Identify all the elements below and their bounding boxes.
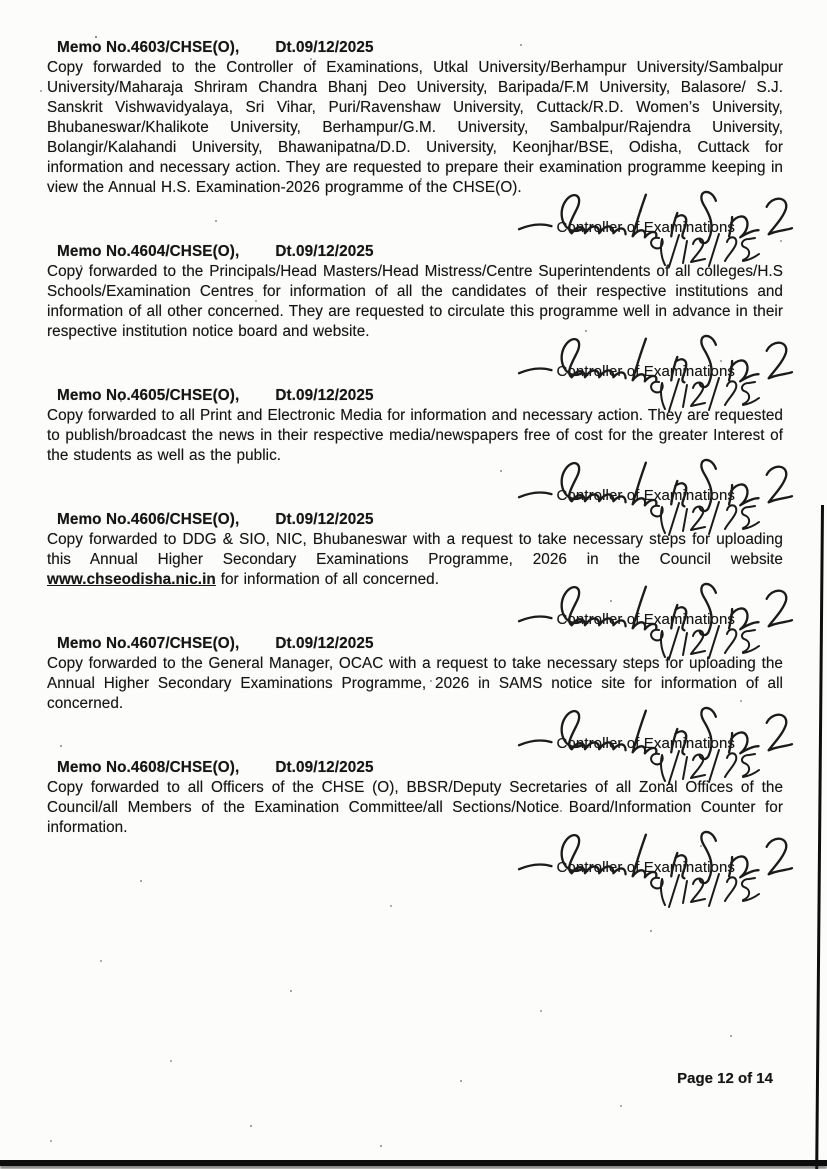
memo-number: Memo No.4606/CHSE(O),	[57, 511, 240, 528]
memo-body	[47, 58, 783, 198]
memo-number: Memo No.4608/CHSE(O),	[57, 759, 240, 776]
memo-body-text: Copy forwarded to DDG & SIO, NIC, Bhubaneswar with a request to take necessary steps for uploading this Annual Higher Secondary Examinations Programme, 2026 in the Council website	[47, 531, 783, 568]
memo-body-text: Copy forwarded to all Officers of the CHSE (O), BBSR/Deputy Secretaries of all Zonal Offices of the Council/all Members of the Examination Committee/all Sections/Notice Board/Information Counter for information.	[47, 779, 783, 836]
memo-header	[47, 38, 783, 58]
memo-number: Memo No.4603/CHSE(O),	[57, 39, 240, 56]
signature-block	[47, 590, 783, 630]
memo-date: Dt.09/12/2025	[275, 39, 374, 56]
memo-number: Memo No.4605/CHSE(O),	[57, 387, 240, 404]
signature-block	[47, 342, 783, 382]
signature-date-scrawl	[643, 500, 761, 538]
signature-block	[47, 714, 783, 754]
signature-label: Controller of Examinations	[556, 735, 735, 752]
memo-body-text: for information of all concerned.	[215, 571, 440, 588]
memo-date: Dt.09/12/2025	[275, 759, 374, 776]
memo-date: Dt.09/12/2025	[275, 387, 374, 404]
memo-date: Dt.09/12/2025	[275, 511, 374, 528]
signature-label: Controller of Examinations	[556, 859, 735, 876]
memo-date: Dt.09/12/2025	[275, 635, 374, 652]
signature-block	[47, 198, 783, 238]
signature-date-scrawl	[643, 232, 761, 270]
memo-number: Memo No.4604/CHSE(O),	[57, 243, 240, 260]
signature-label: Controller of Examinations	[556, 611, 735, 628]
memo-body-text: Copy forwarded to all Print and Electronic Media for information and necessary action. They are requested to publish/broadcast the news in their respective media/newspapers free of cost for the greater Interest of the students as well as the public.	[47, 407, 783, 464]
signature-label: Controller of Examinations	[556, 363, 735, 380]
memo-section	[47, 38, 783, 238]
signature-block	[47, 466, 783, 506]
signature-date-scrawl	[643, 748, 761, 786]
signature-label: Controller of Examinations	[556, 487, 735, 504]
website-url-text: www.chseodisha.nic.in	[47, 571, 216, 588]
memo-date: Dt.09/12/2025	[275, 243, 374, 260]
memo-body-text: Copy forwarded to the General Manager, OCAC with a request to take necessary steps for uploading the Annual Higher Secondary Examinations Programme, 2026 in SAMS notice site for information of all concerned.	[47, 655, 783, 712]
memo-number: Memo No.4607/CHSE(O),	[57, 635, 240, 652]
scan-edge-artifact-bottom	[0, 1160, 827, 1166]
signature-date-scrawl	[643, 624, 761, 662]
signature-date-scrawl	[643, 872, 761, 910]
signature-block	[47, 838, 783, 878]
signature-date-scrawl	[643, 376, 761, 414]
memo-body-text: Copy forwarded to the Controller of Examinations, Utkal University/Berhampur University/Sambalpur University/Maharaja Shriram Chandra Bhanj Deo University, Baripada/F.M University, Balasore/ S.J. Sanskrit Vishwavidyalaya, Sri Vihar, Puri/Ravenshaw University, Cuttack/R.D. Women’s University, Bhubaneswar/Khalikote University, Berhampur/G.M. University, Sambalpur/Rajendra University, Bolangir/Kalahandi University, Bhawanipatna/D.D. University, Keonjhar/BSE, Odisha, Cuttack for information and necessary action. They are requested to prepare their examination programme keeping in view the Annual H.S. Examination-2026 programme of the CHSE(O).	[47, 59, 783, 196]
page-number: Page 12 of 14	[677, 1070, 773, 1087]
signature-label: Controller of Examinations	[556, 219, 735, 236]
memo-body-text: Copy forwarded to the Principals/Head Masters/Head Mistress/Centre Superintendents of all colleges/H.S Schools/Examination Centres for information of all the candidates of their respective institutions and information of all other concerned. They are requested to circulate this programme well in advance in their respective institution notice board and website.	[47, 263, 783, 340]
